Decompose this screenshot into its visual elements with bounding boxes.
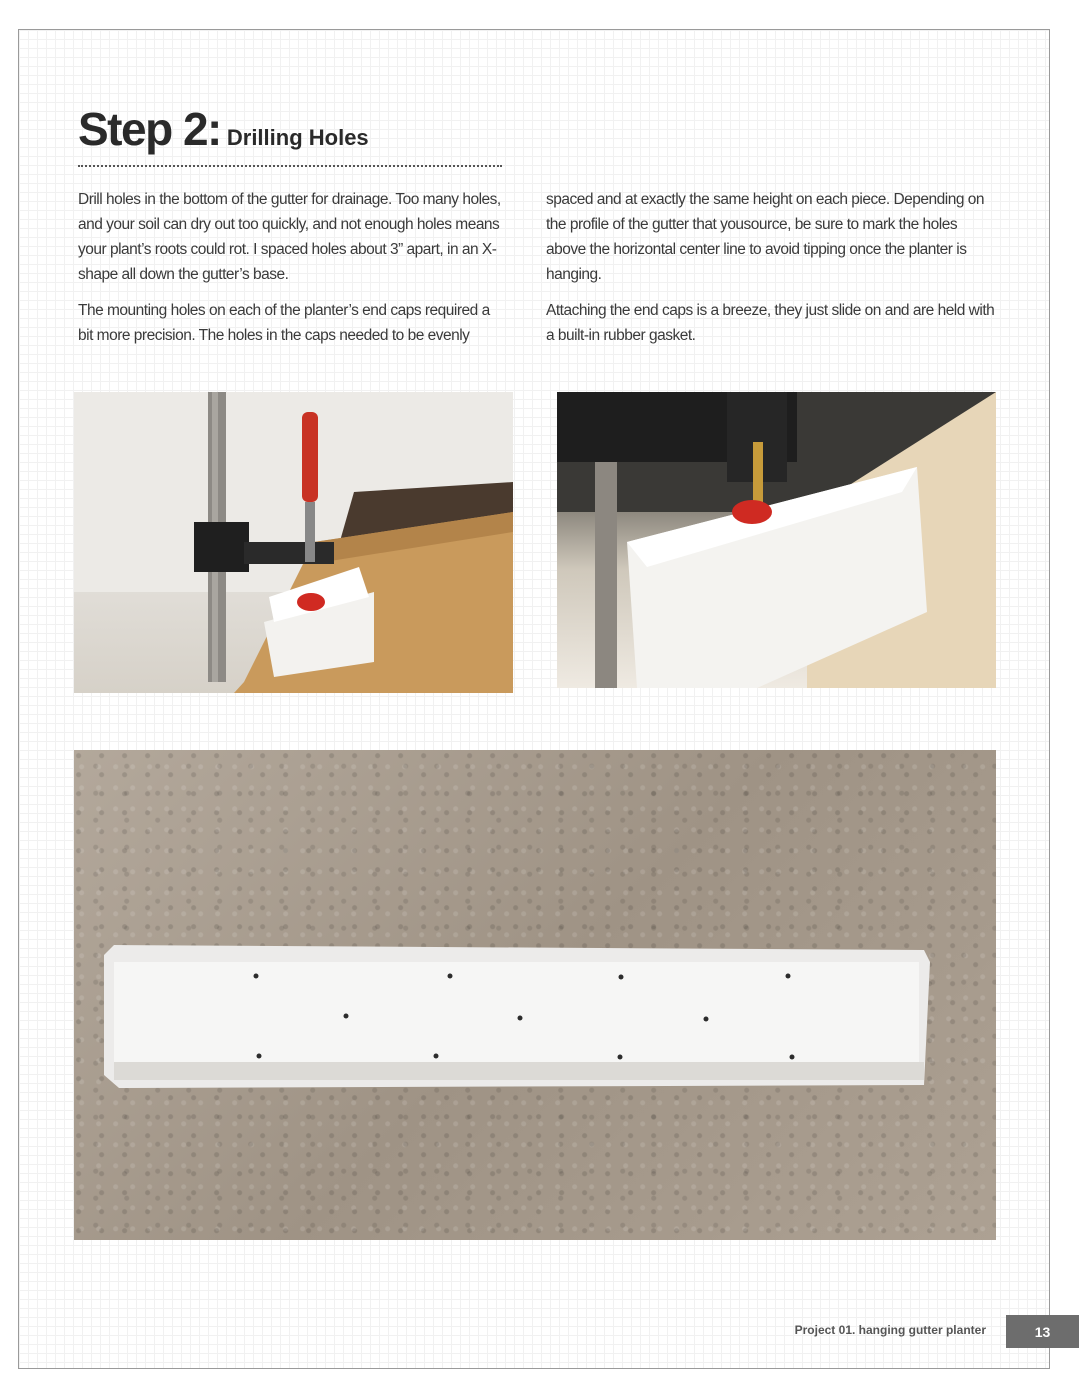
clamp-illustration [74, 392, 513, 693]
gutter-illustration [74, 750, 996, 1240]
footer-project-label: Project 01. hanging gutter planter [794, 1323, 986, 1337]
drill-illustration [557, 392, 996, 688]
text-column-right [546, 187, 996, 359]
photo-drill-end-cap [557, 392, 996, 688]
dotted-divider [78, 165, 502, 167]
page-number: 13 [1006, 1315, 1079, 1348]
paragraph: The mounting holes on each of the planter’s end caps required a bit more precision. The holes in the caps needed to be evenly [78, 302, 490, 344]
text-column-left [78, 187, 508, 359]
paragraph: Attaching the end caps is a breeze, they just slide on and are held with a built-in rubber gasket. [546, 302, 995, 344]
step-number: Step 2: [78, 103, 221, 155]
step-title: Drilling Holes [226, 125, 369, 150]
paragraph: spaced and at exactly the same height on each piece. Depending on the profile of the gutter that yousource, be sure to mark the holes above the horizontal center line to avoid tipping once the planter is hanging. [546, 191, 984, 283]
step-heading [78, 102, 369, 156]
photo-gutter-holes [74, 750, 996, 1240]
photo-clamp-end-cap [74, 392, 513, 693]
paragraph: Drill holes in the bottom of the gutter for drainage. Too many holes, and your soil can dry out too quickly, and not enough holes means your plant’s roots could rot. I spaced holes about 3” apart, in an X-shape all down the gutter’s base. [78, 191, 501, 283]
